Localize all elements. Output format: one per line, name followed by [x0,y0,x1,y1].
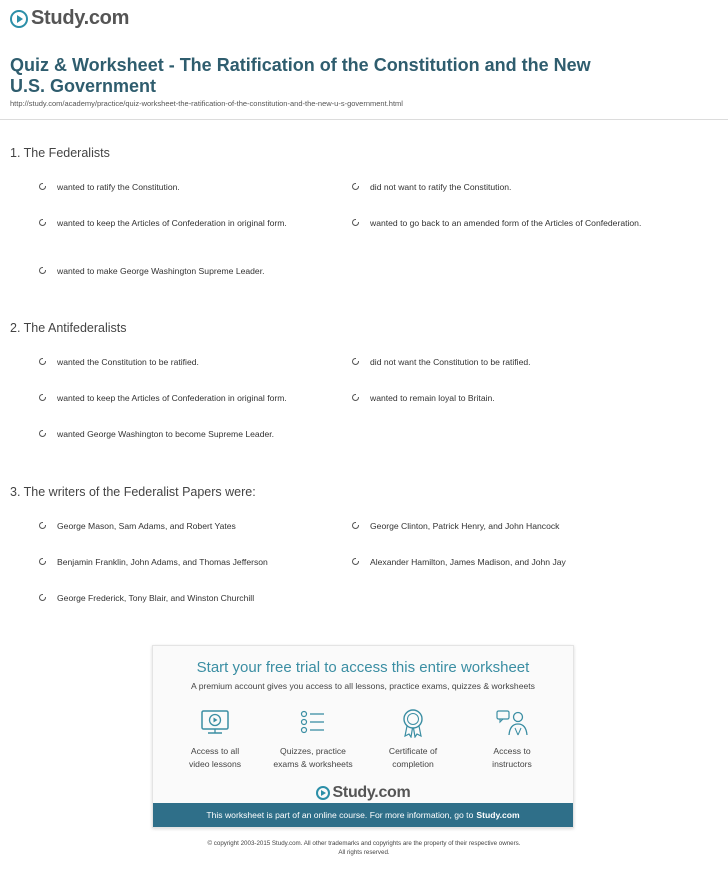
radio-icon[interactable] [39,594,46,601]
quiz-list-icon [296,708,330,738]
radio-icon[interactable] [39,394,46,401]
answer-label: wanted to go back to an amended form of the Articles of Confederation. [370,218,642,228]
promo-study-logo[interactable] [153,784,573,802]
promo-title[interactable]: Start your free trial to access this entire worksheet [196,659,530,676]
radio-icon[interactable] [352,219,359,226]
radio-icon[interactable] [39,267,46,274]
promo-info-bar [153,803,573,827]
answer-label: Benjamin Franklin, John Adams, and Thomas Jefferson [57,557,268,567]
answer-option[interactable] [352,356,531,368]
answer-option[interactable] [352,217,642,229]
radio-icon[interactable] [39,522,46,529]
promo-bar-text: This worksheet is part of an online course. For more information, go to [206,810,474,820]
study-link[interactable]: Study.com [476,810,520,820]
copyright-notice [150,839,578,857]
feature-instructors [462,708,562,771]
copyright-line: © copyright 2003-2015 Study.com. All other trademarks and copyrights are the property of their respective owners. [207,840,521,847]
radio-icon[interactable] [39,219,46,226]
answer-option[interactable] [39,181,180,193]
answer-label: wanted George Washington to become Supreme Leader. [57,429,275,439]
question-2: 2. The Antifederalists [10,321,127,335]
feature-label: video lessons [188,759,242,769]
promo-logo-text: Study.com [332,784,411,801]
certificate-icon [396,708,430,738]
radio-icon[interactable] [352,183,359,190]
radio-icon[interactable] [39,183,46,190]
instructors-icon [495,708,529,738]
question-1: 1. The Federalists [10,146,110,160]
feature-label: Quizzes, practice [280,746,346,756]
feature-label: Access to all [190,746,240,756]
answer-option[interactable] [352,556,566,568]
answer-option[interactable] [39,592,254,604]
radio-icon[interactable] [352,358,359,365]
answer-label: did not want the Constitution to be ratified. [370,357,531,367]
answer-label: wanted to keep the Articles of Confederation in original form. [57,218,287,228]
answer-option[interactable] [39,356,199,368]
answer-label: George Frederick, Tony Blair, and Winston Churchill [57,593,255,603]
feature-label: completion [392,759,434,769]
radio-icon[interactable] [352,522,359,529]
radio-icon[interactable] [352,394,359,401]
radio-icon[interactable] [39,558,46,565]
logo-text: Study.com [31,7,130,29]
answer-label: wanted the Constitution to be ratified. [57,357,199,367]
answer-option[interactable] [39,556,268,568]
feature-label: exams & worksheets [273,759,353,769]
feature-quizzes [263,708,363,771]
free-trial-promo[interactable] [152,645,574,828]
answer-option[interactable] [39,392,287,404]
answer-option[interactable] [352,181,511,193]
answer-option[interactable] [39,428,274,440]
feature-label: instructors [492,759,532,769]
feature-label: Access to [493,746,531,756]
video-lessons-icon [198,708,232,738]
answer-label: wanted to make George Washington Supreme Leader. [57,266,265,276]
answer-option[interactable] [352,392,495,404]
play-logo-icon [316,786,330,800]
page-url: http://study.com/academy/practice/quiz-worksheet-the-ratification-of-the-constitution-and-the-new-u-s-government.html [10,99,403,108]
answer-label: did not want to ratify the Constitution. [370,182,512,192]
promo-subtitle: A premium account gives you access to all lessons, practice exams, quizzes & worksheets [191,681,535,691]
answer-label: George Mason, Sam Adams, and Robert Yates [57,521,236,531]
copyright-line: All rights reserved. [338,849,390,856]
answer-label: wanted to remain loyal to Britain. [370,393,495,403]
answer-option[interactable] [352,520,559,532]
page-title: Quiz & Worksheet - The Ratification of the Constitution and the New U.S. Government [10,55,591,96]
feature-video-lessons [165,708,265,771]
radio-icon[interactable] [39,430,46,437]
header-divider [0,119,728,120]
answer-label: wanted to ratify the Constitution. [57,182,180,192]
study-logo[interactable] [10,7,129,30]
answer-option[interactable] [39,520,236,532]
answer-label: George Clinton, Patrick Henry, and John Hancock [370,521,560,531]
radio-icon[interactable] [39,358,46,365]
answer-option[interactable] [39,217,287,229]
feature-label: Certificate of [388,746,438,756]
answer-option[interactable] [39,265,265,277]
answer-label: wanted to keep the Articles of Confederation in original form. [57,393,287,403]
play-logo-icon [10,10,28,28]
feature-certificate [363,708,463,771]
question-3: 3. The writers of the Federalist Papers were: [10,485,256,499]
answer-label: Alexander Hamilton, James Madison, and John Jay [370,557,566,567]
radio-icon[interactable] [352,558,359,565]
